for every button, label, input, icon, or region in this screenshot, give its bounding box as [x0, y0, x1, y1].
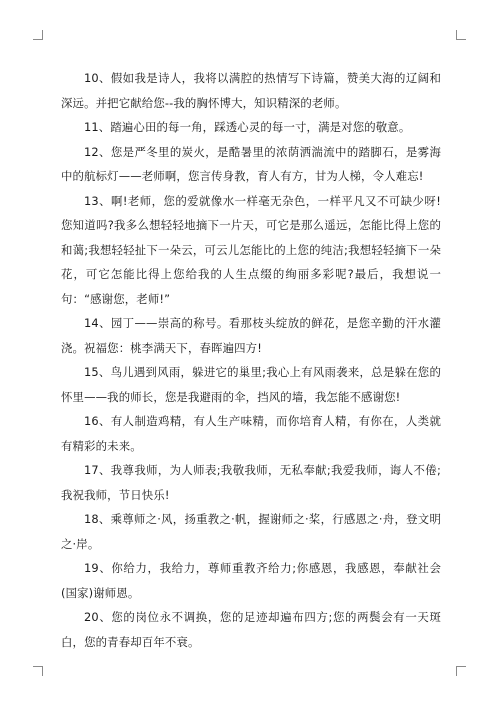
- paragraph-17: 17、我尊我师，为人师表;我敬我师，无私奉献;我爱我师，诲人不倦;我祝我师，节日快乐!: [61, 463, 441, 502]
- document-body: [61, 66, 441, 654]
- paragraph-18: 18、乘尊师之·风，扬重教之·帆，握谢师之·桨，行感恩之·舟，登文明之·岸。: [61, 512, 441, 551]
- paragraph-10: 10、假如我是诗人，我将以满腔的热情写下诗篇，赞美大海的辽阔和深远。并把它献给您--我的胸怀博大，知识精深的老师。: [61, 71, 441, 110]
- paragraph-15: 15、鸟儿遇到风雨，躲进它的巢里;我心上有风雨袭来，总是躲在您的怀里——我的师长，您是我避雨的伞，挡风的墙，我怎能不感谢您!: [61, 365, 441, 404]
- paragraph-13: 13、啊!老师，您的爱就像水一样毫无杂色，一样平凡又不可缺少呀!您知道吗?我多么想轻轻地摘下一片天，可它是那么遥远，怎能比得上您的和蔼;我想轻轻扯下一朵云，可云儿怎能比的上您的纯洁;我想轻轻摘下一朵花，可它怎能比得上您给我的人生点缀的绚丽多彩呢?最后，我想说一句：“感谢您，老师!”: [61, 193, 441, 306]
- crop-mark-bottom-left: [33, 666, 43, 676]
- paragraph-16: 16、有人制造鸡精，有人生产味精，而你培育人精，有你在，人类就有精彩的未来。: [61, 414, 441, 453]
- crop-mark-bottom-right: [456, 666, 466, 676]
- crop-mark-top-left: [33, 30, 43, 40]
- paragraph-12: 12、您是严冬里的炭火，是酷暑里的浓荫洒湍流中的踏脚石，是雾海中的航标灯——老师啊，您言传身教，育人有方，甘为人梯，令人难忘!: [61, 144, 441, 183]
- paragraph-14: 14、园丁——崇高的称号。看那枝头绽放的鲜花，是您辛勤的汗水灌浇。祝福您：桃李满天下，春晖遍四方!: [61, 316, 441, 355]
- paragraph-11: 11、踏遍心田的每一角，踩透心灵的每一寸，满是对您的敬意。: [84, 120, 411, 134]
- paragraph-20: 20、您的岗位永不调换，您的足迹却遍布四方;您的两鬓会有一天斑白，您的青春却百年不衰。: [61, 610, 441, 649]
- crop-mark-top-right: [456, 30, 466, 40]
- paragraph-19: 19、你给力，我给力，尊师重教齐给力;你感恩，我感恩，奉献社会(国家)谢师恩。: [61, 561, 441, 600]
